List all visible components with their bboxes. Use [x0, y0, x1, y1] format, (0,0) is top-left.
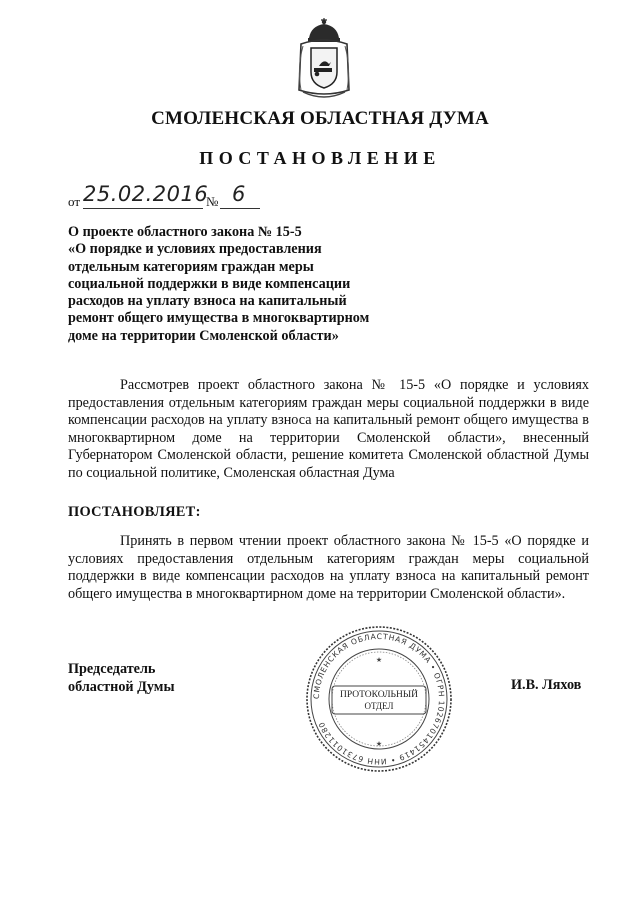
subject-line: расходов на уплату взноса на капитальный: [68, 293, 347, 310]
signer-title-line: Председатель: [68, 661, 156, 677]
seal-star-icon: ★: [375, 656, 383, 664]
subject-line: социальной поддержки в виде компенсации: [68, 275, 351, 292]
seal-ring-text: СМОЛЕНСКАЯ ОБЛАСТНАЯ ДУМА • ОГРН 1026701451419 • ИНН 6731011280: [311, 631, 447, 767]
seal-star-icon: ★: [375, 740, 383, 748]
preamble-paragraph: Рассмотрев проект областного закона № 15-5 «О порядке и условиях предоставления отдельным категориям граждан меры социальной поддержки в виде компенсации расходов на уплату взноса на капитальный ремонт общего имущества в многоквартирном доме на территории Смоленской области», внесенный Губернатором Смоленской области, решение комитета Смоленской областной Думы по социальной политике, Смоленская областная Дума: [68, 377, 589, 481]
subject-line: отдельным категориям граждан меры: [68, 258, 314, 275]
number-prefix: №: [206, 194, 219, 209]
number-value: 6: [232, 182, 246, 206]
signer-name: И.В. Ляхов: [511, 677, 582, 693]
official-seal: [304, 624, 454, 774]
date-underline: [83, 208, 203, 209]
date-value: 25.02.2016: [83, 182, 209, 206]
number-underline: [220, 208, 260, 209]
dateline: [68, 184, 368, 214]
seal-center-line: ОТДЕЛ: [364, 701, 394, 711]
subject-line: доме на территории Смоленской области»: [68, 327, 339, 344]
coat-of-arms-emblem: [293, 18, 355, 100]
subject-line: О проекте областного закона № 15-5: [68, 224, 302, 240]
document-type-title: ПОСТАНОВЛЕНИЕ: [199, 148, 441, 168]
seal-center-line: ПРОТОКОЛЬНЫЙ: [339, 690, 419, 700]
signer-title: [68, 661, 175, 697]
organization-title: СМОЛЕНСКАЯ ОБЛАСТНАЯ ДУМА: [151, 108, 489, 129]
resolution-paragraph: Принять в первом чтении проект областного закона № 15-5 «О порядке и условиях предоставления отдельным категориям граждан меры социальной поддержки в виде компенсации расходов на уплату взноса на капитальный ремонт общего имущества в многоквартирном доме на территории Смоленской области».: [68, 533, 589, 602]
resolve-heading: ПОСТАНОВЛЯЕТ:: [68, 504, 201, 520]
document-subject: [68, 224, 428, 345]
date-prefix: от: [68, 194, 81, 209]
subject-line: «О порядке и условиях предоставления: [68, 241, 322, 258]
subject-line: ремонт общего имущества в многоквартирном: [68, 310, 370, 327]
signer-title-line: областной Думы: [68, 678, 175, 695]
